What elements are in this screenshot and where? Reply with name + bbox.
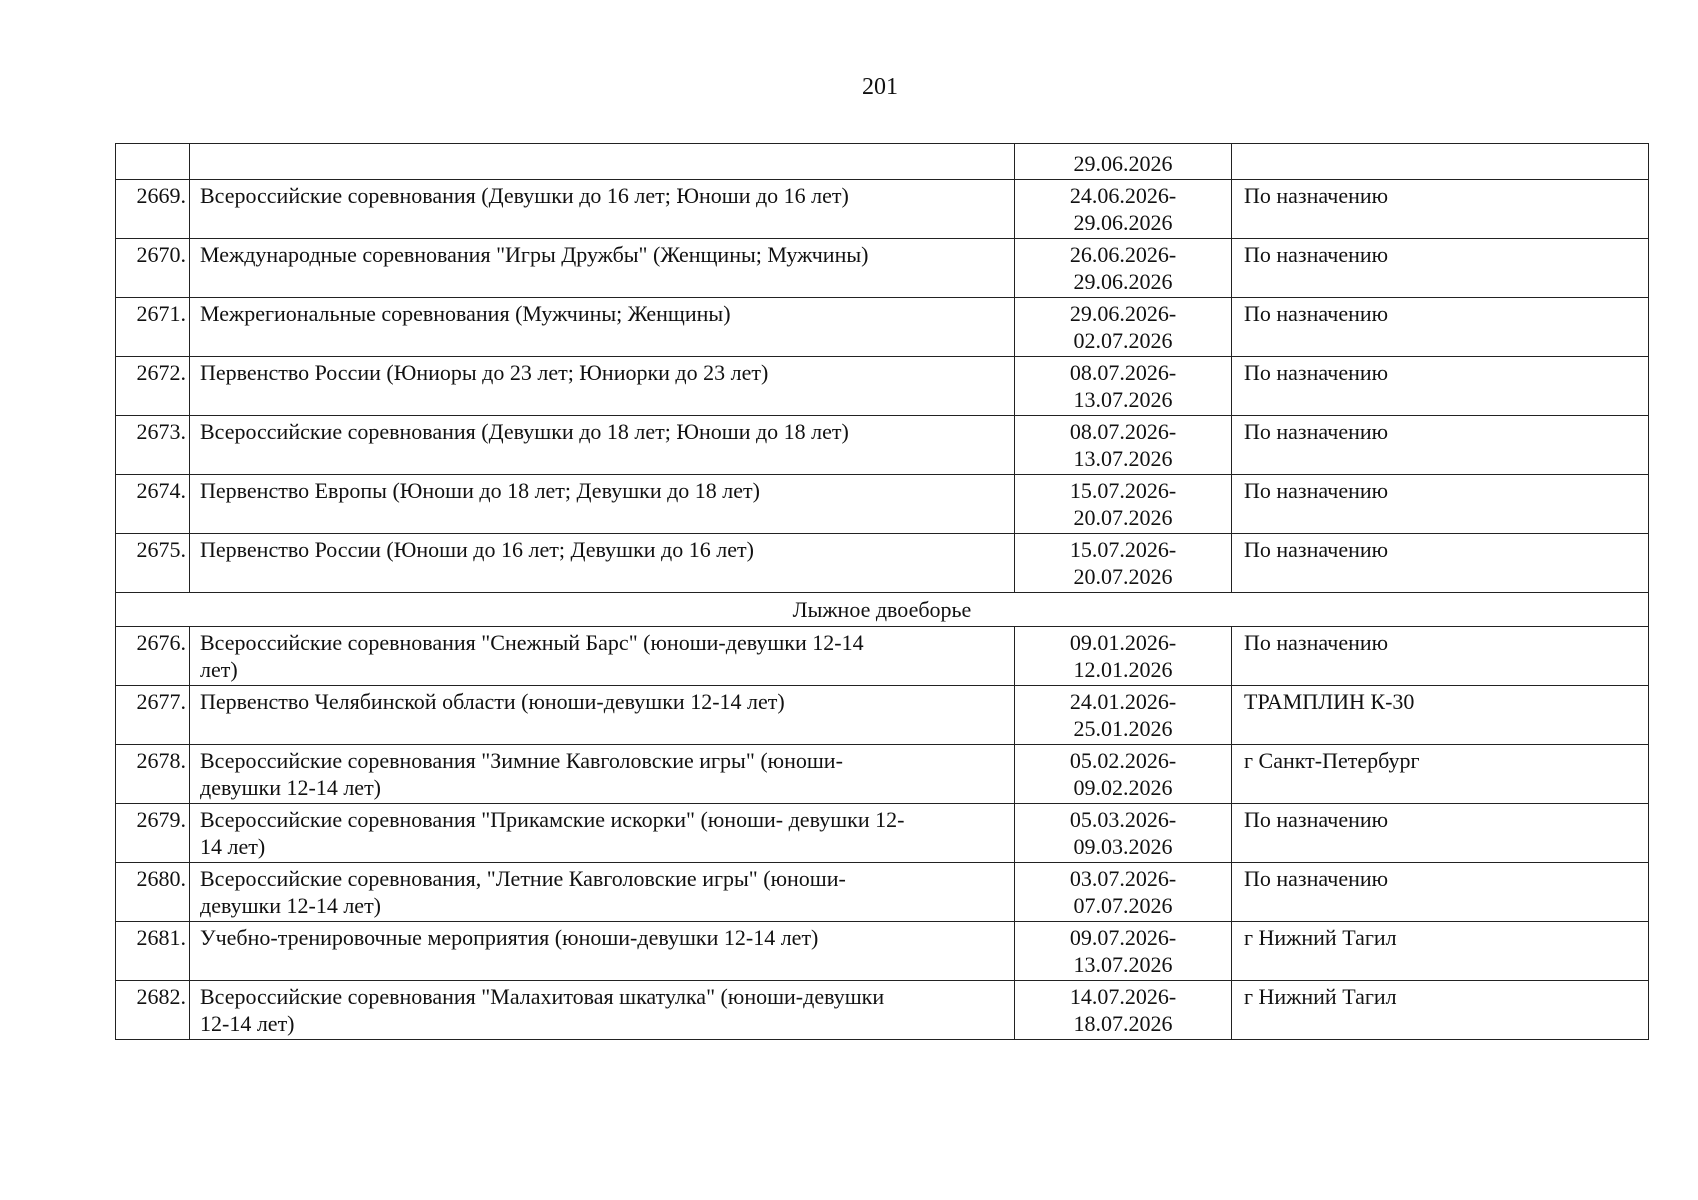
cell-place: г Санкт-Петербург <box>1232 745 1649 804</box>
cell-number: 2672. <box>116 357 190 416</box>
cell-number: 2682. <box>116 981 190 1040</box>
table-row <box>116 745 1649 804</box>
table-row <box>116 239 1649 298</box>
event-name-line: Первенство Челябинской области (юноши-девушки 12-14 лет) <box>200 689 785 714</box>
cell-event-name: Международные соревнования "Игры Дружбы" (Женщины; Мужчины) <box>190 239 1015 298</box>
event-name-line: 14 лет) <box>200 834 266 859</box>
date-start: 09.01.2026- <box>1069 630 1177 655</box>
date-end: 18.07.2026 <box>1073 1011 1173 1036</box>
table-row <box>116 298 1649 357</box>
cell-place <box>1232 144 1649 180</box>
cell-number: 2671. <box>116 298 190 357</box>
cell-dates <box>1015 745 1232 804</box>
section-title: Лыжное двоеборье <box>116 593 1649 627</box>
cell-event-name: Межрегиональные соревнования (Мужчины; Женщины) <box>190 298 1015 357</box>
cell-number: 2681. <box>116 922 190 981</box>
date-end: 02.07.2026 <box>1073 328 1173 353</box>
table-body-group1 <box>116 180 1649 593</box>
date-start: 08.07.2026- <box>1069 360 1177 385</box>
cell-number: 2676. <box>116 627 190 686</box>
cell-number: 2674. <box>116 475 190 534</box>
date-end: 12.01.2026 <box>1073 657 1173 682</box>
event-name-line: Всероссийские соревнования "Зимние Кавголовские игры" (юноши- <box>200 748 843 773</box>
page-number: 201 <box>862 74 898 100</box>
cell-event-name <box>190 745 1015 804</box>
date-start: 15.07.2026- <box>1069 537 1177 562</box>
table-row <box>116 416 1649 475</box>
cell-dates <box>1015 804 1232 863</box>
table-row <box>116 357 1649 416</box>
cell-event-name: Всероссийские соревнования (Девушки до 18 лет; Юноши до 18 лет) <box>190 416 1015 475</box>
date-start: 29.06.2026- <box>1069 301 1177 326</box>
table-row-continuation <box>116 144 1649 180</box>
date-start: 05.02.2026- <box>1069 748 1177 773</box>
cell-place: По назначению <box>1232 239 1649 298</box>
cell-number: 2670. <box>116 239 190 298</box>
date-start: 26.06.2026- <box>1069 242 1177 267</box>
date-end: 13.07.2026 <box>1073 952 1173 977</box>
cell-dates <box>1015 981 1232 1040</box>
cell-dates <box>1015 180 1232 239</box>
cell-event-name: Всероссийские соревнования (Девушки до 16 лет; Юноши до 16 лет) <box>190 180 1015 239</box>
date-start: 15.07.2026- <box>1069 478 1177 503</box>
date-end: 09.03.2026 <box>1073 834 1173 859</box>
table-row <box>116 180 1649 239</box>
event-name-line: Всероссийские соревнования "Прикамские искорки" (юноши- девушки 12- <box>200 807 905 832</box>
cell-dates <box>1015 298 1232 357</box>
cell-dates <box>1015 357 1232 416</box>
cell-place: По назначению <box>1232 863 1649 922</box>
events-table <box>115 143 1649 1040</box>
cell-event-name <box>190 686 1015 745</box>
cell-event-name <box>190 804 1015 863</box>
cell-number: 2673. <box>116 416 190 475</box>
cell-event-name: Первенство России (Юноши до 16 лет; Девушки до 16 лет) <box>190 534 1015 593</box>
date-start: 05.03.2026- <box>1069 807 1177 832</box>
table-body-group2 <box>116 627 1649 1040</box>
cell-place: По назначению <box>1232 475 1649 534</box>
cell-number: 2669. <box>116 180 190 239</box>
date-end: 25.01.2026 <box>1073 716 1173 741</box>
event-name-line: Всероссийские соревнования, "Летние Кавголовские игры" (юноши- <box>200 866 846 891</box>
cell-number: 2679. <box>116 804 190 863</box>
section-header-row <box>116 593 1649 627</box>
cell-dates <box>1015 534 1232 593</box>
event-name-line: Всероссийские соревнования "Снежный Барс" (юноши-девушки 12-14 <box>200 630 864 655</box>
cell-place: По назначению <box>1232 534 1649 593</box>
date-end: 07.07.2026 <box>1073 893 1173 918</box>
table-row <box>116 534 1649 593</box>
table-row <box>116 863 1649 922</box>
cell-place: По назначению <box>1232 627 1649 686</box>
date-end: 29.06.2026 <box>1073 210 1173 235</box>
cell-dates <box>1015 686 1232 745</box>
event-name-line: Всероссийские соревнования "Малахитовая шкатулка" (юноши-девушки <box>200 984 885 1009</box>
cell-place: По назначению <box>1232 804 1649 863</box>
cell-place: ТРАМПЛИН К-30 <box>1232 686 1649 745</box>
event-name-line: девушки 12-14 лет) <box>200 775 382 800</box>
cell-place: По назначению <box>1232 416 1649 475</box>
event-name-line: лет) <box>200 657 238 682</box>
cell-place: По назначению <box>1232 298 1649 357</box>
cell-dates <box>1015 627 1232 686</box>
cell-number <box>116 144 190 180</box>
cell-event-name: Первенство России (Юниоры до 23 лет; Юниорки до 23 лет) <box>190 357 1015 416</box>
table-row <box>116 627 1649 686</box>
table-row <box>116 922 1649 981</box>
table-row <box>116 686 1649 745</box>
date-end: 20.07.2026 <box>1073 505 1173 530</box>
cell-place: По назначению <box>1232 357 1649 416</box>
cell-dates <box>1015 475 1232 534</box>
date-start: 24.06.2026- <box>1069 183 1177 208</box>
cell-dates <box>1015 922 1232 981</box>
date-start: 03.07.2026- <box>1069 866 1177 891</box>
table-row <box>116 804 1649 863</box>
cell-number: 2677. <box>116 686 190 745</box>
cell-event-name <box>190 863 1015 922</box>
date-end: 29.06.2026 <box>1073 269 1173 294</box>
event-name-line: 12-14 лет) <box>200 1011 295 1036</box>
date-end: 13.07.2026 <box>1073 446 1173 471</box>
event-name-line: девушки 12-14 лет) <box>200 893 382 918</box>
event-name-line: Учебно-тренировочные мероприятия (юноши-девушки 12-14 лет) <box>200 925 819 950</box>
date-end: 09.02.2026 <box>1073 775 1173 800</box>
cell-dates <box>1015 863 1232 922</box>
cell-event-name: Первенство Европы (Юноши до 18 лет; Девушки до 18 лет) <box>190 475 1015 534</box>
cell-event-name <box>190 981 1015 1040</box>
date-start: 14.07.2026- <box>1069 984 1177 1009</box>
cell-place: По назначению <box>1232 180 1649 239</box>
cell-place: г Нижний Тагил <box>1232 981 1649 1040</box>
cell-event-name <box>190 922 1015 981</box>
date-start: 08.07.2026- <box>1069 419 1177 444</box>
date-start: 24.01.2026- <box>1069 689 1177 714</box>
cell-place: г Нижний Тагил <box>1232 922 1649 981</box>
table-row <box>116 475 1649 534</box>
cell-number: 2680. <box>116 863 190 922</box>
cell-dates <box>1015 416 1232 475</box>
cell-dates <box>1015 239 1232 298</box>
table-row <box>116 981 1649 1040</box>
date-start: 09.07.2026- <box>1069 925 1177 950</box>
cell-number: 2678. <box>116 745 190 804</box>
cell-number: 2675. <box>116 534 190 593</box>
cell-event-name <box>190 144 1015 180</box>
date-end: 20.07.2026 <box>1073 564 1173 589</box>
date-end: 13.07.2026 <box>1073 387 1173 412</box>
cell-event-name <box>190 627 1015 686</box>
cell-dates: 29.06.2026 <box>1015 144 1232 180</box>
